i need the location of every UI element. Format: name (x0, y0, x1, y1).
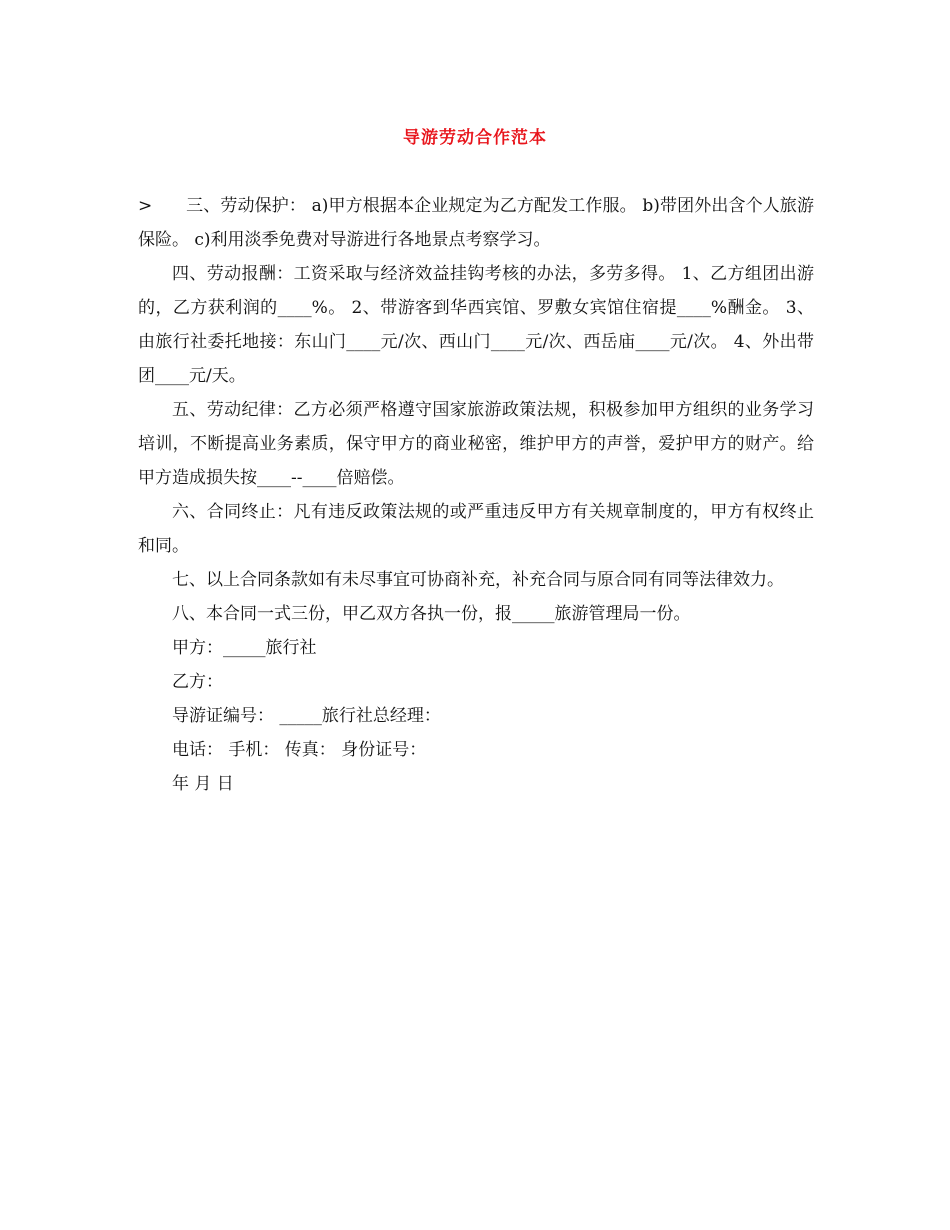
paragraph-labor-pay: 四、劳动报酬：工资采取与经济效益挂钩考核的办法，多劳多得。 1、乙方组团出游的，乙方获利润的____%。 2、带游客到华西宾馆、罗敷女宾馆住宿提____%酬金。 3、由旅行社委托地接：东山门____元/次、西山门____元/次、西岳庙____元/次。 4、外出带团____元/天。 (138, 264, 814, 386)
signature-party-b: 乙方： (172, 672, 223, 692)
paragraph-labor-discipline: 五、劳动纪律：乙方必须严格遵守国家旅游政策法规，积极参加甲方组织的业务学习培训，不断提高业务素质，保守甲方的商业秘密，维护甲方的声誉，爱护甲方的财产。给甲方造成损失按____--____倍赔偿。 (138, 400, 814, 488)
paragraph-copies: 八、本合同一式三份，甲乙双方各执一份，报_____旅游管理局一份。 (172, 604, 691, 624)
bullet-arrow-icon: > (138, 196, 153, 216)
signature-contacts: 电话： 手机： 传真： 身份证号： (172, 740, 427, 760)
paragraph-text: 三、劳动保护： a)甲方根据本企业规定为乙方配发工作服。 b)带团外出含个人旅游保险。 c)利用淡季免费对导游进行各地景点考察学习。 (138, 196, 814, 250)
signature-date: 年 月 日 (172, 774, 234, 794)
paragraph-contract-termination: 六、合同终止：凡有违反政策法规的或严重违反甲方有关规章制度的，甲方有权终止和同。 (138, 502, 814, 556)
paragraph-supplement: 七、以上合同条款如有未尽事宜可协商补充，补充合同与原合同有同等法律效力。 (172, 570, 784, 590)
paragraph-labor-protection (138, 189, 814, 257)
signature-guide-id: 导游证编号： _____旅行社总经理： (172, 706, 441, 726)
signature-party-a: 甲方：_____旅行社 (172, 638, 317, 658)
document-title: 导游劳动合作范本 (403, 128, 547, 148)
document-body (138, 189, 814, 801)
